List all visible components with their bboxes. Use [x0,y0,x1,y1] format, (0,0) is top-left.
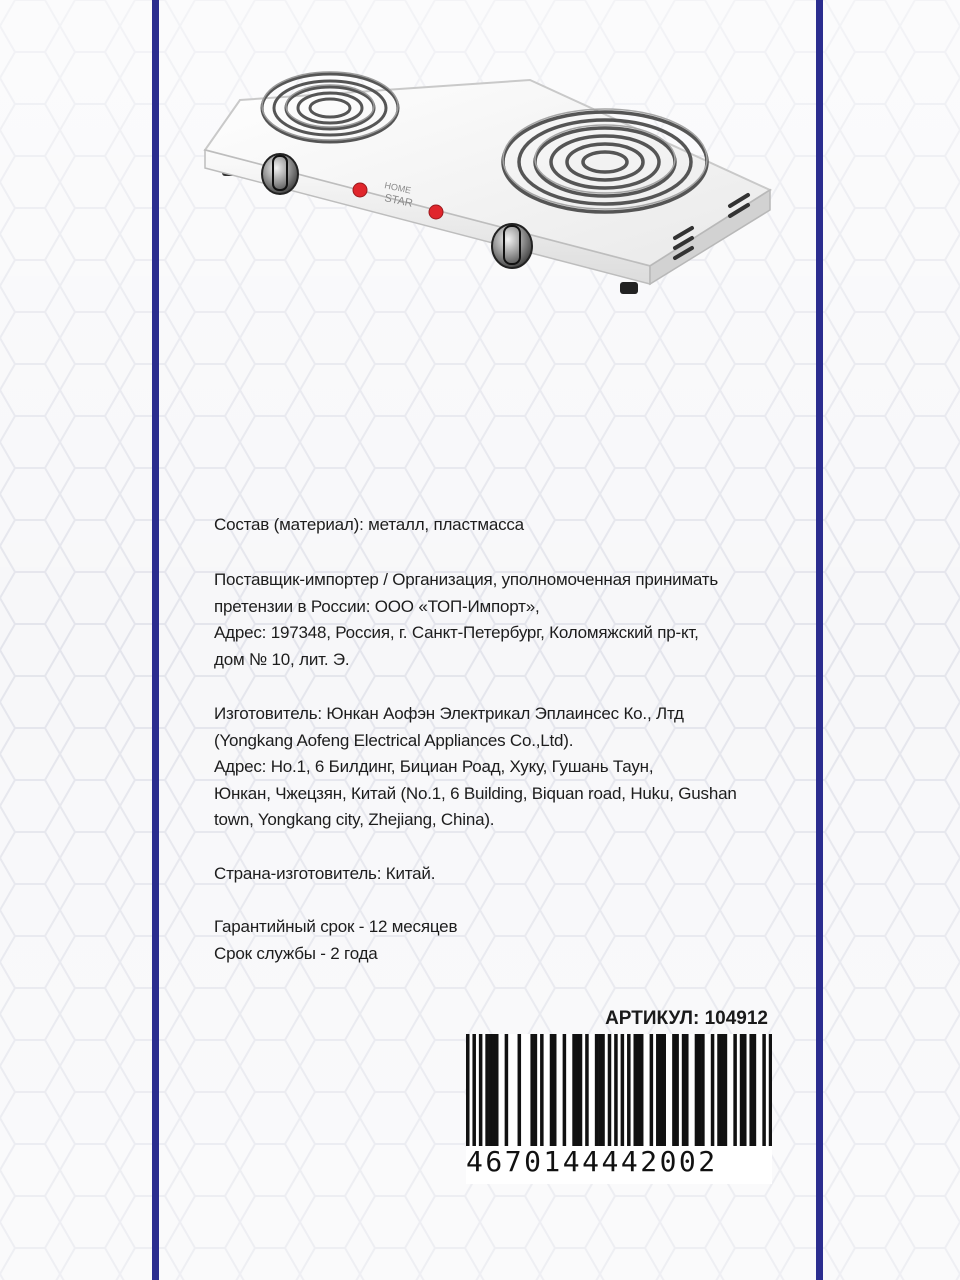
composition-block [214,512,774,539]
left-indicator-light [353,183,367,197]
right-border-line [816,0,823,1280]
electric-stove-image [200,70,780,310]
supplier-line-1: Поставщик-импортер / Организация, уполномоченная принимать [214,570,719,589]
article-number: АРТИКУЛ: 104912 [605,1008,768,1029]
supplier-block [214,567,774,673]
warranty-term-text: Гарантийный срок - 12 месяцев [214,917,458,936]
manufacturer-line-3: Адрес: Но.1, 6 Билдинг, Бициан Роад, Хуку, Гушань Таун, [214,757,654,776]
right-knob [492,224,532,268]
supplier-line-4: дом № 10, лит. Э. [214,649,350,669]
warranty-block [214,914,774,967]
brand-mark-star: STAR [383,192,414,210]
left-knob [262,154,298,194]
country-block [214,861,774,888]
country-text: Страна-изготовитель: Китай. [214,864,436,883]
manufacturer-block [214,701,774,834]
brand-mark-home: HOME [383,180,413,196]
barcode-number: 4670144442002 [466,1146,772,1178]
manufacturer-line-4: Юнкан, Чжецзян, Китай (No.1, 6 Building, Biquan road, Huku, Gushan [214,783,737,803]
service-life-text: Срок службы - 2 года [214,943,378,963]
manufacturer-line-5: town, Yongkang city, Zhejiang, China). [214,810,495,829]
manufacturer-line-1: Изготовитель: Юнкан Аофэн Электрикал Эплаинсес Ко., Лтд [214,704,684,723]
composition-text: Состав (материал): металл, пластмасса [214,515,524,534]
supplier-line-3: Адрес: 197348, Россия, г. Санкт-Петербург, Коломяжский пр-кт, [214,623,699,642]
left-border-line [152,0,159,1280]
supplier-line-2: претензии в России: ООО «ТОП-Импорт», [214,596,540,616]
right-indicator-light [429,205,443,219]
manufacturer-line-2: (Yongkang Aofeng Electrical Appliances Co.,Ltd). [214,730,574,750]
